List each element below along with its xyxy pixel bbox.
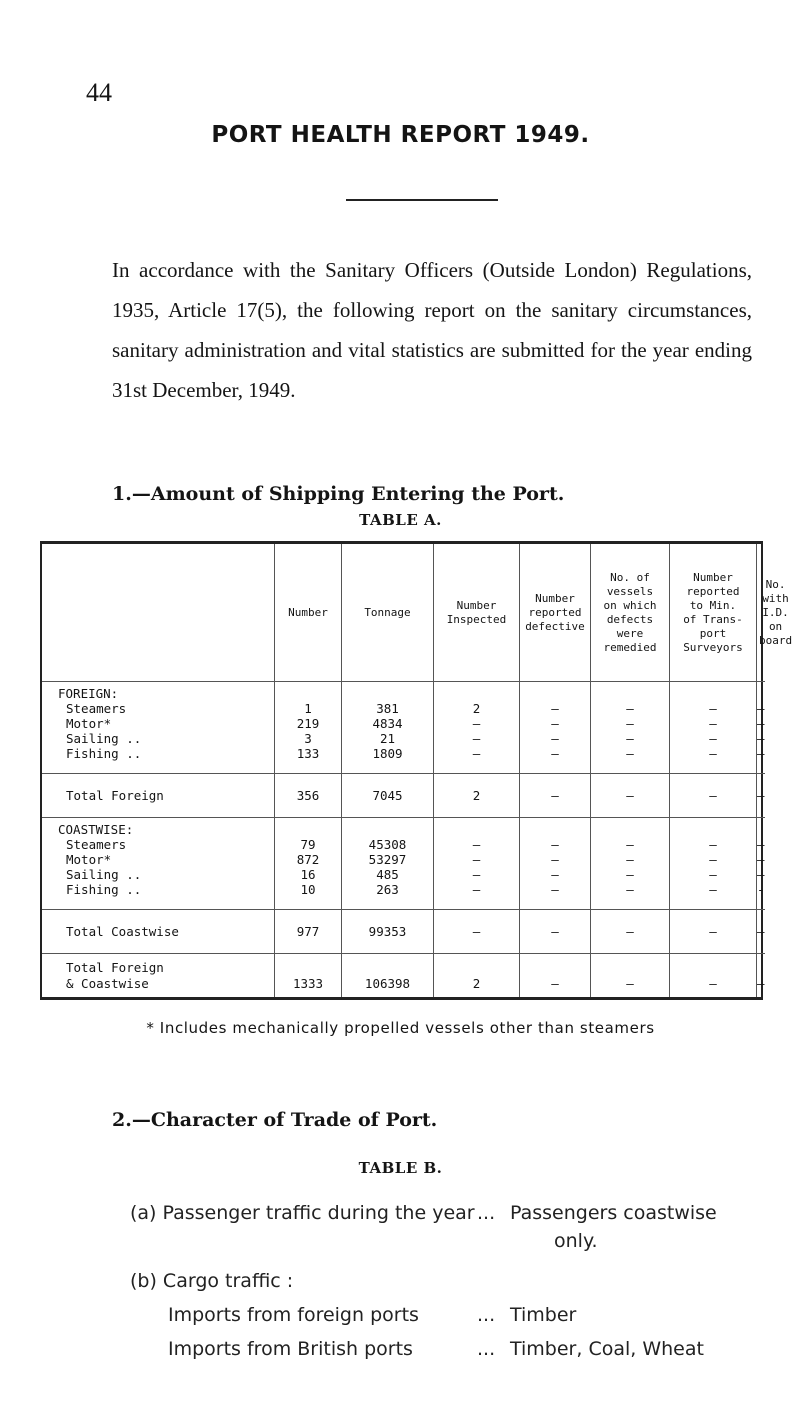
cell-value: —	[626, 882, 634, 897]
coastwise-remedied-col	[590, 817, 669, 909]
passenger-traffic-value-line2: only.	[554, 1230, 598, 1252]
total-foreign-label: Total Foreign	[42, 773, 274, 817]
title-rule	[346, 199, 498, 201]
cell-value: —	[626, 867, 634, 882]
foreign-heading: FOREIGN:	[58, 686, 119, 701]
passenger-traffic-dots: ...	[477, 1202, 496, 1224]
row-label: Motor*	[66, 852, 112, 867]
foreign-labels	[42, 681, 274, 773]
imports-british-value: Timber, Coal, Wheat	[510, 1338, 704, 1360]
table-a-footnote: * Includes mechanically propelled vessels other than steamers	[146, 1019, 655, 1037]
cell-value: 16	[300, 867, 316, 882]
cell-value: —	[757, 731, 765, 746]
cell-value: 977	[274, 909, 341, 953]
cell-value: —	[590, 953, 669, 997]
cell-value: —	[626, 746, 634, 761]
total-coastwise-row	[42, 909, 765, 953]
foreign-reported-col	[669, 681, 756, 773]
page-title: PORT HEALTH REPORT 1949.	[211, 122, 590, 148]
cell-value: 10	[300, 882, 316, 897]
cell-value: 356	[274, 773, 341, 817]
cell-value: —	[472, 837, 481, 852]
cell-value: —	[757, 716, 765, 731]
row-label: Sailing ..	[66, 731, 142, 746]
passenger-traffic-value-line1: Passengers coastwise	[510, 1202, 717, 1224]
cell-value: —	[433, 909, 519, 953]
coastwise-group	[42, 817, 765, 909]
total-foreign-row	[42, 773, 765, 817]
row-label: Steamers	[66, 837, 127, 852]
cell-value: —	[756, 909, 765, 953]
cell-value: —	[626, 716, 634, 731]
coastwise-heading: COASTWISE:	[58, 822, 134, 837]
foreign-group	[42, 681, 765, 773]
cell-value: —	[669, 909, 756, 953]
cargo-traffic-label: (b) Cargo traffic :	[130, 1270, 294, 1292]
cell-value: 2	[433, 953, 519, 997]
cell-value: -	[757, 882, 765, 897]
cell-value: 485	[376, 867, 399, 882]
foreign-tonnage-col	[341, 681, 433, 773]
cell-value: —	[757, 746, 765, 761]
cell-value: 263	[376, 882, 399, 897]
cell-value: —	[472, 882, 481, 897]
cell-value: —	[626, 701, 634, 716]
coastwise-inspected-col	[433, 817, 519, 909]
cell-value: —	[756, 953, 765, 997]
cell-value: 45308	[368, 837, 407, 852]
cell-value: —	[626, 837, 634, 852]
grand-total-label-line2: & Coastwise	[66, 976, 149, 991]
cell-value: —	[757, 701, 765, 716]
cell-value: 133	[296, 746, 320, 761]
cell-value: —	[519, 909, 590, 953]
cell-value: —	[756, 773, 765, 817]
cell-value: —	[551, 882, 559, 897]
coastwise-defective-col	[519, 817, 590, 909]
cell-value: 53297	[368, 852, 407, 867]
imports-british-label: Imports from British ports	[168, 1338, 413, 1360]
foreign-inspected-col	[433, 681, 519, 773]
cell-value: —	[709, 837, 717, 852]
cell-value: —	[519, 773, 590, 817]
cell-value: 2	[433, 773, 519, 817]
col-header-defective: Number reported defective	[519, 544, 590, 681]
table-b-caption: TABLE B.	[358, 1159, 443, 1177]
cell-value: —	[709, 852, 717, 867]
cell-value: 79	[300, 837, 316, 852]
page-number: 44	[86, 78, 112, 107]
cell-value: —	[472, 867, 481, 882]
section-2-heading: 2.—Character of Trade of Port.	[112, 1109, 438, 1131]
cell-value: —	[472, 852, 481, 867]
col-header-tonnage: Tonnage	[341, 544, 433, 681]
cell-value: —	[472, 731, 481, 746]
table-a-caption: TABLE A.	[359, 511, 442, 529]
section-1-heading: 1.—Amount of Shipping Entering the Port.	[112, 483, 565, 505]
cell-value: —	[551, 867, 559, 882]
row-label: Steamers	[66, 701, 127, 716]
cell-value: —	[709, 731, 717, 746]
cell-value: 21	[379, 731, 396, 746]
imports-foreign-label: Imports from foreign ports	[168, 1304, 419, 1326]
cell-value: —	[472, 746, 481, 761]
cell-value: —	[590, 773, 669, 817]
intro-paragraph: In accordance with the Sanitary Officers (Outside London) Regulations, 1935, Article 17(5), the following report on the sanitary circumstances, sanitary administration and vital statistics are submitted for the year ending 31st December, 1949.	[112, 258, 752, 402]
col-header-reported: Number reported to Min. of Trans- port Surveyors	[669, 544, 756, 681]
cell-value: —	[519, 953, 590, 997]
cell-value: 1333	[274, 953, 341, 997]
coastwise-id-col	[756, 817, 765, 909]
imports-british-dots: ...	[477, 1338, 496, 1360]
cell-value: —	[626, 731, 634, 746]
cell-value: —	[551, 716, 559, 731]
cell-value: —	[551, 837, 559, 852]
table-a-header-row	[42, 544, 793, 681]
row-label: Fishing ..	[66, 882, 142, 897]
cell-value: —	[757, 867, 765, 882]
cell-value: —	[590, 909, 669, 953]
col-header-id-on-board: No. with I.D. on board	[756, 544, 794, 681]
table-a	[40, 541, 793, 1000]
cell-value: 3	[304, 731, 312, 746]
cell-value: 872	[296, 852, 320, 867]
row-label: Motor*	[66, 716, 112, 731]
cell-value: —	[757, 852, 765, 867]
cell-value: 1809	[372, 746, 403, 761]
cell-value: —	[709, 867, 717, 882]
cell-value: —	[551, 852, 559, 867]
cell-value: 219	[296, 716, 320, 731]
cell-value: 99353	[341, 909, 433, 953]
grand-total-row	[42, 953, 765, 997]
cell-value: —	[669, 773, 756, 817]
row-label: Fishing ..	[66, 746, 142, 761]
foreign-id-col	[756, 681, 765, 773]
cell-value: —	[472, 716, 481, 731]
cell-value: —	[757, 837, 765, 852]
cell-value: —	[709, 701, 717, 716]
cell-value: —	[551, 731, 559, 746]
passenger-traffic-label: (a) Passenger traffic during the year	[130, 1202, 475, 1224]
foreign-defective-col	[519, 681, 590, 773]
imports-foreign-value: Timber	[510, 1304, 577, 1326]
row-label: Sailing ..	[66, 867, 142, 882]
col-header-number: Number	[274, 544, 341, 681]
cell-value: —	[669, 953, 756, 997]
foreign-remedied-col	[590, 681, 669, 773]
coastwise-reported-col	[669, 817, 756, 909]
col-header-inspected: Number Inspected	[433, 544, 519, 681]
cell-value: 7045	[341, 773, 433, 817]
cell-value: 1	[304, 701, 312, 716]
cell-value: —	[551, 701, 559, 716]
cell-value: —	[551, 746, 559, 761]
cell-value: 2	[472, 701, 481, 716]
foreign-number-col	[274, 681, 341, 773]
cell-value: —	[709, 716, 717, 731]
cell-value: 4834	[372, 716, 403, 731]
grand-total-label-line1: Total Foreign	[66, 960, 164, 975]
coastwise-labels	[42, 817, 274, 909]
grand-total-label	[42, 953, 274, 997]
total-coastwise-label: Total Coastwise	[42, 909, 274, 953]
cell-value: —	[626, 852, 634, 867]
coastwise-number-col	[274, 817, 341, 909]
cell-value: —	[709, 746, 717, 761]
cell-value: 381	[376, 701, 399, 716]
col-header-remedied: No. of vessels on which defects were remedied	[590, 544, 669, 681]
col-header-type	[42, 544, 274, 681]
cell-value: —	[709, 882, 717, 897]
imports-foreign-dots: ...	[477, 1304, 496, 1326]
coastwise-tonnage-col	[341, 817, 433, 909]
cell-value: 106398	[341, 953, 433, 997]
